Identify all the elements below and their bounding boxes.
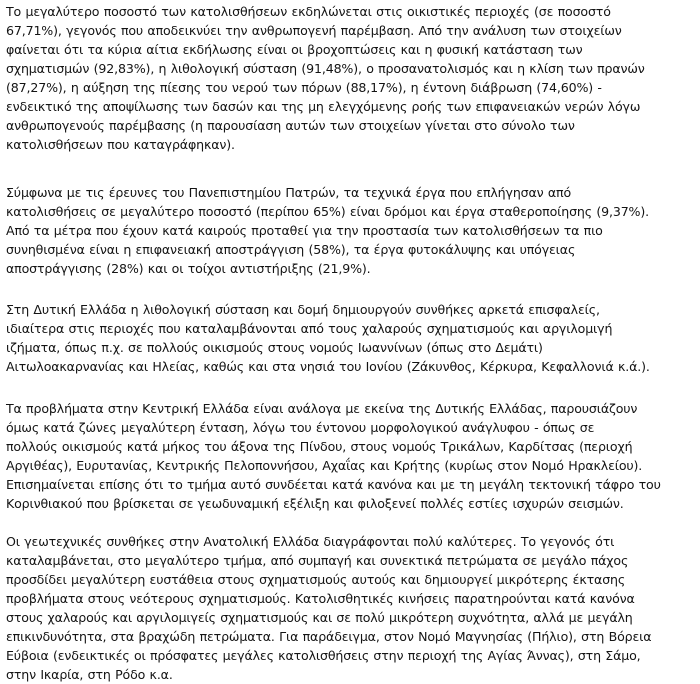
paragraph-central-greece: Τα προβλήματα στην Κεντρική Ελλάδα είναι ανάλογα με εκείνα της Δυτικής Ελλάδας, παρουσιάζουν όμως κατά ζώνες μεγαλύτερη ένταση, λόγω του έντονου μορφολογικού ανάγλυφου - όπως σε πολλούς οικισμούς κατά μήκος του άξονα της Πίνδου, στους νομούς Τρικάλων, Καρδίτσας (περιοχή Αργιθέας), Ευρυτανίας, Κεντρικής Πελοποννήσου, Αχαΐας και Κρήτης (κυρίως στον Νομό Ηρακλείου). Επισημαίνεται επίσης ότι το τμήμα αυτό συνδέεται κατά κανόνα και με τη μεγάλη τεκτονική τάφρο του Κορινθιακού που βρίσκεται σε γεωδυναμική εξέλιξη και φιλοξενεί πολλές εστίες ισχυρών σεισμών. <box>6 401 661 511</box>
paragraph-landslide-causes: Το μεγαλύτερο ποσοστό των κατολισθήσεων εκδηλώνεται στις οικιστικές περιοχές (σε ποσοστό 67,71%), γεγονός που αποδεικνύει την ανθρωπογενή παρέμβαση. Από την ανάλυση των στοιχείων φαίνεται ότι τα κύρια αίτια εκδήλωσης είναι οι βροχοπτώσεις και η φυσική κατάσταση των σχηματισμών (92,83%), η λιθολογική σύσταση (91,48%), ο προσανατολισμός και η κλίση των πρανών (87,27%), η αύξηση της πίεσης του νερού των πόρων (88,17%), η έντονη διάβρωση (74,60%) - ενδεικτικό της αποψίλωσης των δασών και της μη ελεγχόμενης ροής των επιφανειακών νερών λόγω ανθρωπογενούς παρέμβασης (η παρουσίαση αυτών των στοιχείων γίνεται στο σύνολο των κατολισθήσεων που καταγράφηκαν). <box>6 4 645 152</box>
paragraph-eastern-greece: Οι γεωτεχνικές συνθήκες στην Ανατολική Ελλάδα διαγράφονται πολύ καλύτερες. Το γεγονός ότι καταλαμβάνεται, στο μεγαλύτερο τμήμα, από συμπαγή και συνεκτικά πετρώματα σε μεγάλο πάχος προσδίδει μεγαλύτερη ευστάθεια στους σχηματισμούς αυτούς και δημιουργεί μικρότερης έκτασης προβλήματα στους νεότερους σχηματισμούς. Κατολισθητικές κινήσεις παρατηρούνται κατά κανόνα στους χαλαρούς και αργιλομιγείς σχηματισμούς και σε πολύ μικρότερη συχνότητα, αλλά με μεγάλη επικινδυνότητα, στα βραχώδη πετρώματα. Για παράδειγμα, στον Νομό Μαγνησίας (Πήλιο), στη Βόρεια Εύβοια (ενδεικτικές οι πρόσφατες μεγάλες κατολισθήσεις στην περιοχή της Αγίας Άννας), στη Σάμο, στην Ικαρία, στη Ρόδο κ.α. <box>6 534 652 682</box>
paragraph-spacer <box>6 376 700 399</box>
paragraph-technical-works: Σύμφωνα με τις έρευνες του Πανεπιστημίου Πατρών, τα τεχνικά έργα που επλήγησαν από κατολισθήσεις σε μεγαλύτερο ποσοστό (περίπου 65%) είναι δρόμοι και έργα σταθεροποίησης (9,37%). Από τα μέτρα που έχουν κατά καιρούς προταθεί για την προστασία των κατολισθήσεων τα πιο συνηθισμένα είναι η επιφανειακή αποστράγγιση (58%), τα έργα φυτοκάλυψης και υπόγειας αποστράγγισης (28%) και οι τοίχοι αντιστήριξης (21,9%). <box>6 185 649 276</box>
paragraph-spacer <box>6 278 700 300</box>
paragraph-spacer <box>6 513 700 532</box>
paragraph-spacer <box>6 154 700 183</box>
paragraph-western-greece: Στη Δυτική Ελλάδα η λιθολογική σύσταση και δομή δημιουργούν συνθήκες αρκετά επισφαλείς, ιδιαίτερα στις περιοχές που καταλαμβάνονται από τους χαλαρούς σχηματισμούς και αργιλομιγή ιζήματα, όπως π.χ. σε πολλούς οικισμούς στους νομούς Ιωαννίνων (όπως στο Δεμάτι) Αιτωλοακαρνανίας και Ηλείας, καθώς και στα νησιά του Ιονίου (Ζάκυνθος, Κέρκυρα, Κεφαλλονιά κ.ά.). <box>6 302 650 374</box>
